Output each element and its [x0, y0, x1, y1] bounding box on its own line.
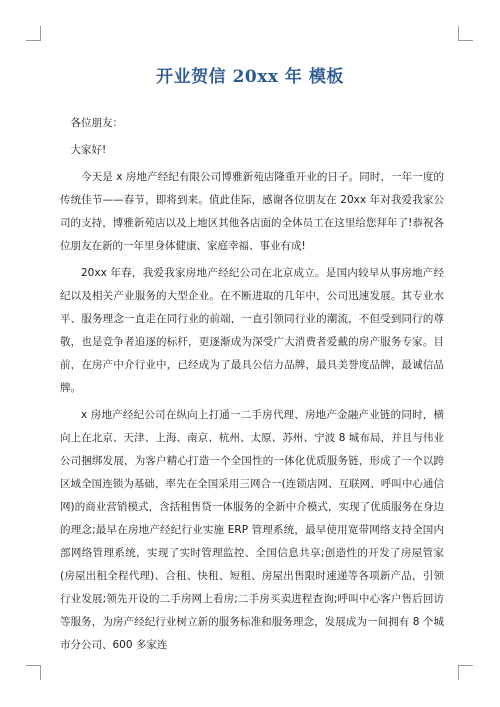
crop-mark-bottom-right [458, 665, 473, 680]
crop-mark-top-left [26, 26, 41, 41]
salutation: 各位朋友： [70, 117, 123, 129]
greeting: 大家好! [70, 144, 107, 156]
paragraph: 今天是 x 房地产经纪有限公司博雅新苑店隆重开业的日子。同时，一年一度的传统佳节——春节，即将到来。值此佳际，感谢各位朋友在 20xx 年对我爱我家公司的支持，博雅新苑店以及上地区其他各店面的全体员工在这里给您拜年了!恭祝各位朋友在新的一年里身体健康、家庭幸福、事业有成! [60, 171, 444, 252]
document-title: 开业贺信 20xx 年 模板 [156, 67, 344, 87]
paragraph: x 房地产经纪公司在纵向上打通一二手房代理、房地产金融产业链的同时，横向上在北京、天津、上海、南京、杭州、太原、苏州、宁波 8 城布局，并且与伟业公司捆绑发展，为客户精心打造一个全国性的一体化优质服务链，形成了一个以跨区域全国连锁为基础，率先在全国采用三网合一(连锁店网、互联网、呼叫中心通信网)的商业营销模式，含括租售贷一体服务的全新中介模式，实现了优质服务在身边的理念;最早在房地产经纪行业实施 ERP 管理系统，最早使用宽带网络支持全国内部网络管理系统，实现了实时管理监控、全国信息共享;创造性的开发了房屋管家 (房屋出租全程代理)、合租、快租、短租、房屋出售限时速递等各项新产品，引领行业发展;领先开设的二手房网上看房;二手房买卖进程查询;呼叫中心客户售后回访等服务，为房产经纪行业树立新的服务标准和服务理念，发展成为一间拥有 8 个城市分公司、600 多家连 [60, 409, 444, 651]
document-body [60, 112, 444, 661]
paragraph: 20xx 年春，我爱我家房地产经纪公司在北京成立。是国内较早从事房地产经纪以及相关产业服务的大型企业。在不断进取的几年中，公司迅速发展。其专业水平、服务理念一直走在同行业的前端，一直引领同行业的潮流，不但受到同行的尊敬，也是竞争者追逐的标杆，更逐渐成为深受广大消费者爱戴的房产服务专家。目前，在房产中介行业中，已经成为了最具公信力品牌，最具美誉度品牌，最诚信品牌。 [60, 267, 444, 394]
crop-mark-bottom-left [26, 665, 41, 680]
crop-mark-top-right [458, 26, 473, 41]
